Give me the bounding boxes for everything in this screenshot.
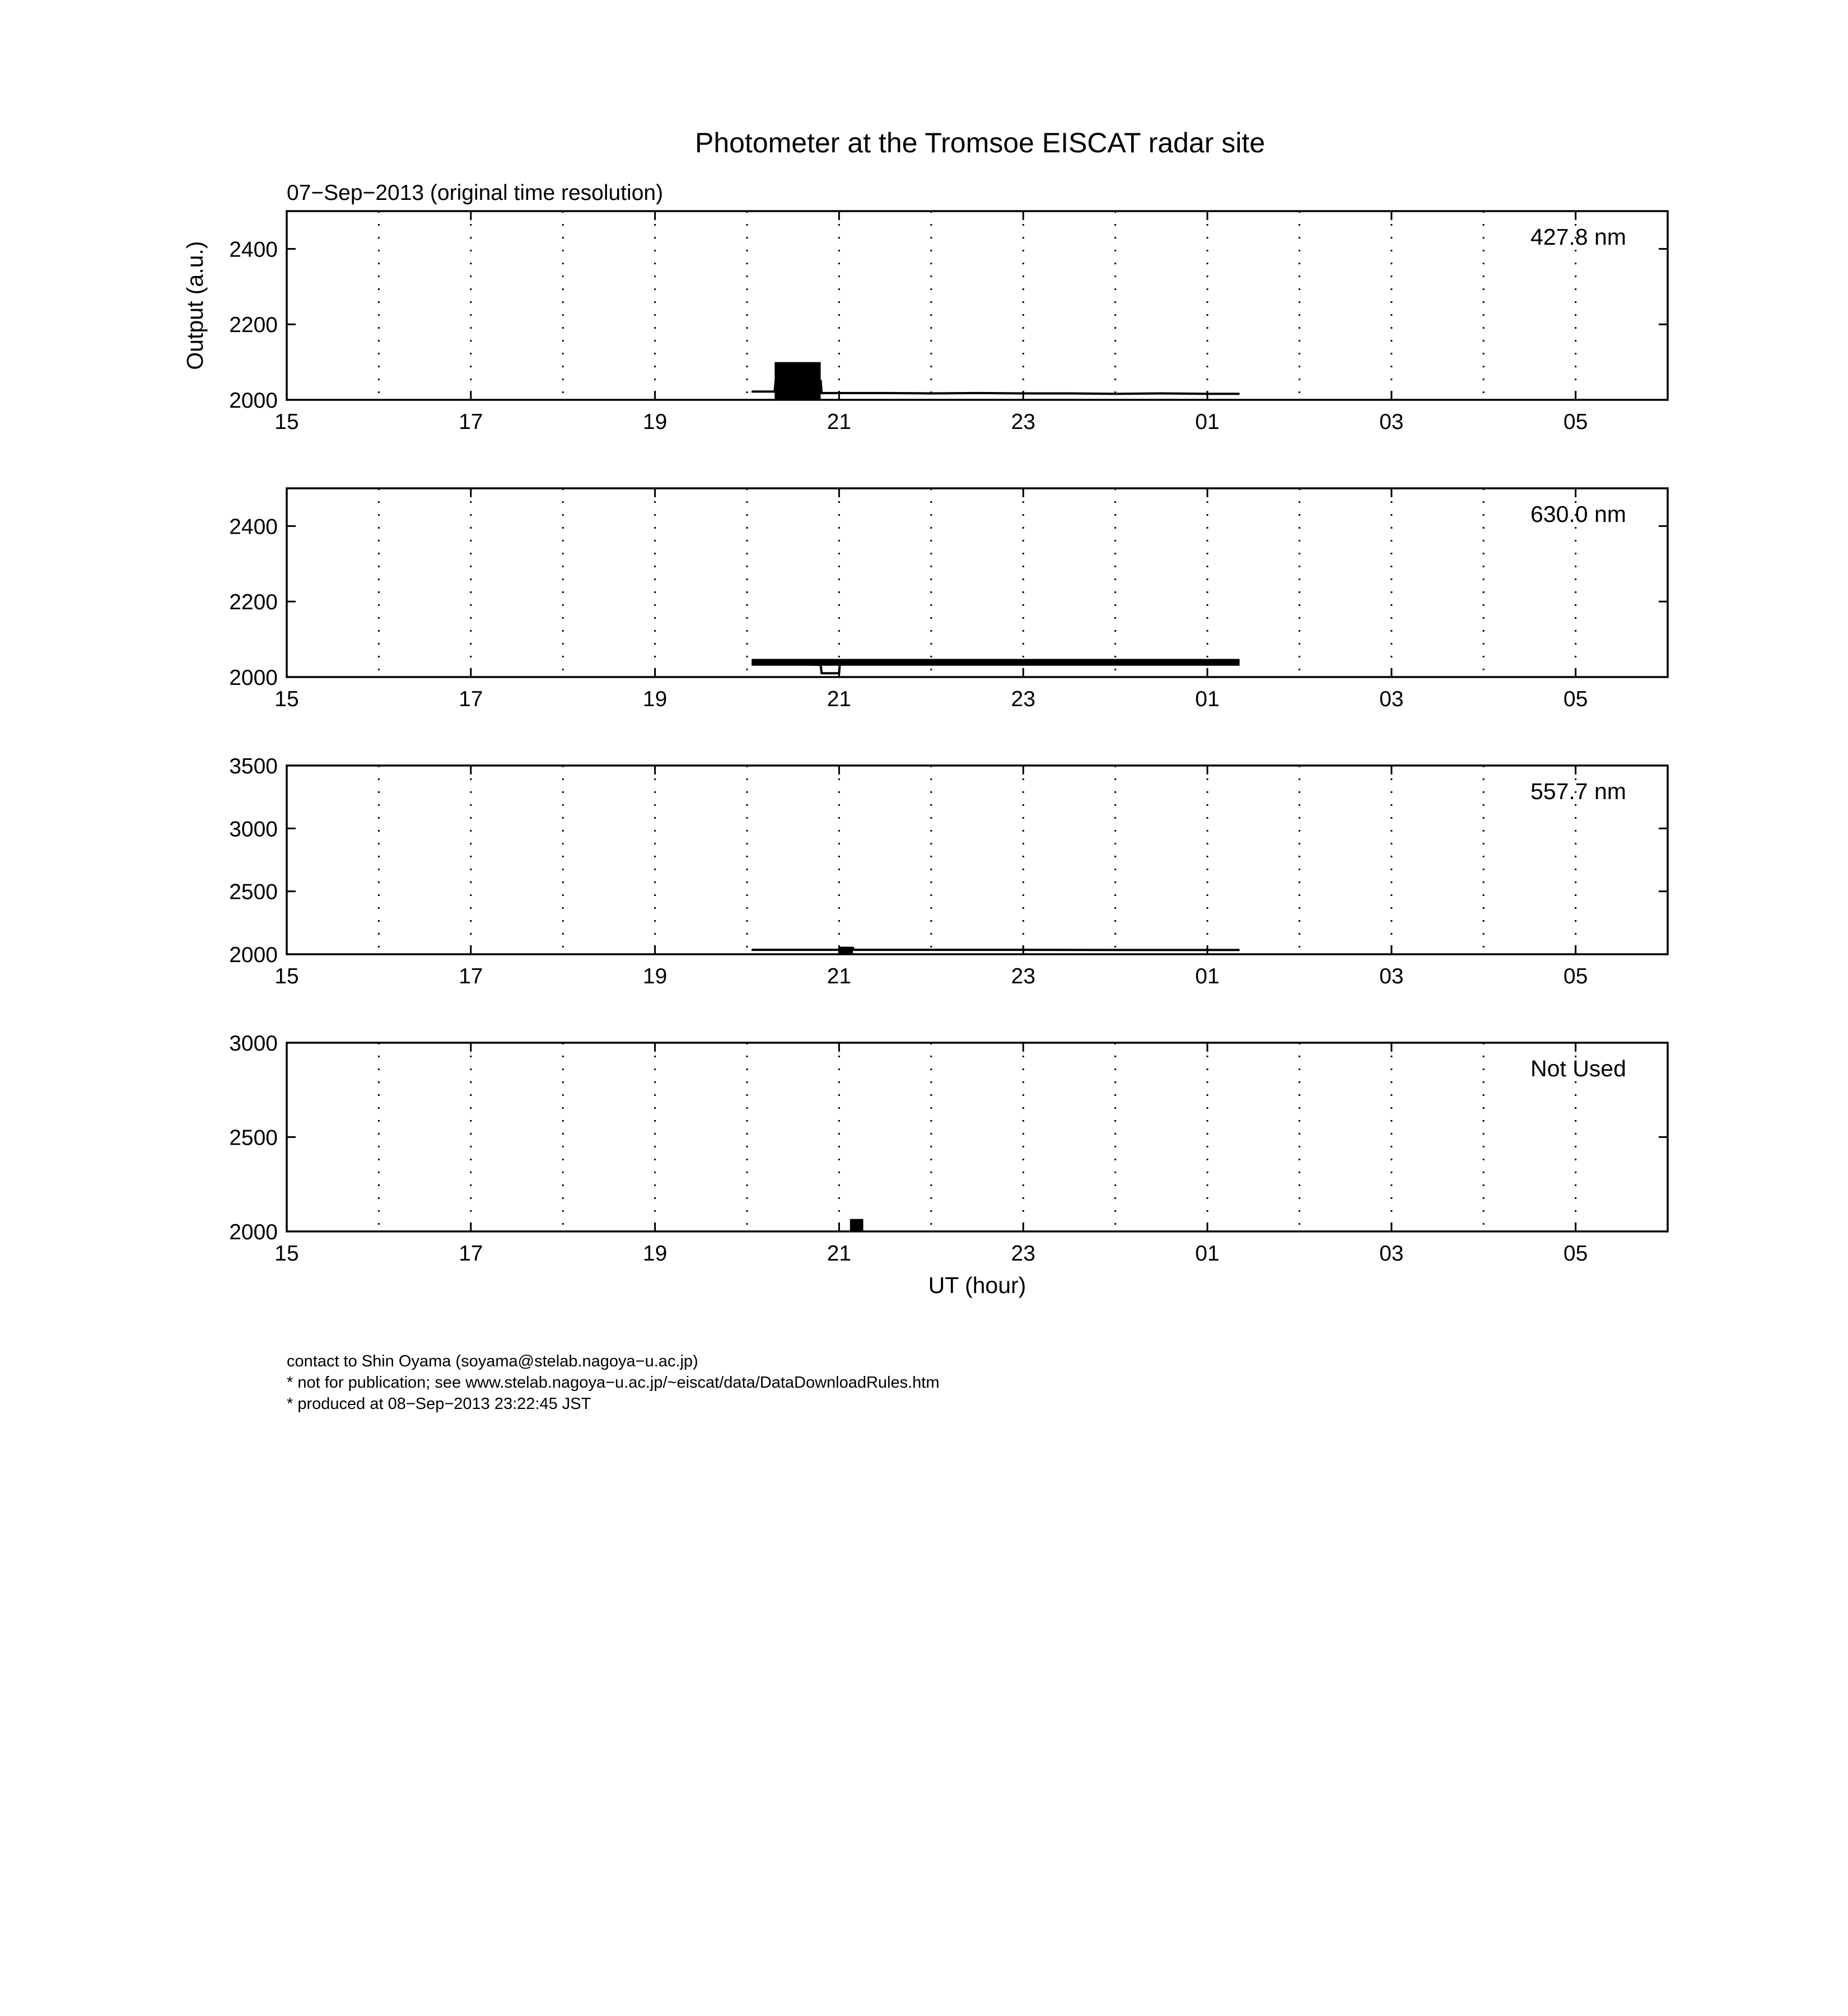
- x-tick-label: 19: [642, 1242, 668, 1266]
- channel-label: 557.7 nm: [1530, 778, 1626, 804]
- y-tick-label: 2200: [229, 313, 278, 338]
- figure-subtitle: 07−Sep−2013 (original time resolution): [287, 181, 664, 205]
- y-tick-label: 3000: [229, 1032, 278, 1056]
- x-tick-label: 21: [827, 1242, 852, 1266]
- x-tick-label: 17: [459, 1242, 483, 1266]
- x-tick-label: 01: [1195, 1242, 1220, 1266]
- y-tick-label: 2500: [229, 880, 278, 904]
- panel-frame: [287, 211, 1668, 400]
- x-tick-label: 19: [642, 410, 668, 434]
- x-tick-label: 23: [1011, 687, 1035, 711]
- footer-contact: contact to Shin Oyama (soyama@stelab.nagoya−u.ac.jp): [287, 1352, 698, 1370]
- x-tick-label: 15: [274, 687, 299, 711]
- channel-label: 427.8 nm: [1530, 224, 1626, 250]
- y-tick-label: 2000: [229, 389, 278, 413]
- x-tick-label: 19: [642, 964, 668, 988]
- x-tick-label: 15: [274, 1242, 299, 1266]
- x-tick-label: 17: [459, 964, 483, 988]
- x-tick-label: 23: [1011, 1242, 1035, 1266]
- panel-frame: [287, 488, 1668, 677]
- y-tick-label: 2000: [229, 943, 278, 967]
- panels: [182, 211, 1668, 1298]
- channel-label: 630.0 nm: [1530, 501, 1626, 527]
- channel-label: Not Used: [1530, 1056, 1626, 1081]
- x-tick-label: 03: [1379, 964, 1404, 988]
- y-tick-label: 2400: [229, 515, 278, 539]
- x-axis-label: UT (hour): [928, 1272, 1026, 1298]
- footer-rules: * not for publication; see www.stelab.nagoya−u.ac.jp/~eiscat/data/DataDownloadRules.htm: [287, 1374, 940, 1392]
- x-tick-label: 21: [827, 410, 852, 434]
- x-tick-label: 05: [1563, 687, 1588, 711]
- y-axis-label: Output (a.u.): [182, 241, 208, 370]
- panel-3: [229, 754, 1668, 988]
- y-tick-label: 2000: [229, 1220, 278, 1244]
- panel-4: [229, 1032, 1668, 1298]
- x-tick-label: 15: [274, 410, 299, 434]
- x-tick-label: 19: [642, 687, 668, 711]
- y-tick-label: 3000: [229, 817, 278, 842]
- x-tick-label: 21: [827, 964, 852, 988]
- x-tick-label: 05: [1563, 410, 1588, 434]
- x-tick-label: 03: [1379, 1242, 1404, 1266]
- x-tick-label: 01: [1195, 687, 1220, 711]
- y-tick-label: 2200: [229, 590, 278, 615]
- x-tick-label: 17: [459, 410, 483, 434]
- data-series-line: [752, 381, 1239, 394]
- footer-produced: * produced at 08−Sep−2013 23:22:45 JST: [287, 1395, 591, 1413]
- x-tick-label: 01: [1195, 410, 1220, 434]
- panel-frame: [287, 1043, 1668, 1231]
- y-tick-label: 2400: [229, 237, 278, 262]
- x-tick-label: 03: [1379, 410, 1404, 434]
- data-series-line: [752, 948, 1239, 950]
- y-tick-label: 3500: [229, 754, 278, 778]
- y-tick-label: 2500: [229, 1126, 278, 1150]
- x-tick-label: 21: [827, 687, 852, 711]
- x-tick-label: 01: [1195, 964, 1220, 988]
- x-tick-label: 23: [1011, 964, 1035, 988]
- x-tick-label: 15: [274, 964, 299, 988]
- x-tick-label: 05: [1563, 1242, 1588, 1266]
- x-tick-label: 05: [1563, 964, 1588, 988]
- figure-title: Photometer at the Tromsoe EISCAT radar site: [694, 127, 1266, 158]
- data-band: [851, 1220, 862, 1231]
- x-tick-label: 23: [1011, 410, 1035, 434]
- x-tick-label: 03: [1379, 687, 1404, 711]
- panel-1: [182, 211, 1668, 434]
- panel-frame: [287, 766, 1668, 954]
- y-tick-label: 2000: [229, 666, 278, 690]
- panel-2: [229, 488, 1668, 711]
- x-tick-label: 17: [459, 687, 483, 711]
